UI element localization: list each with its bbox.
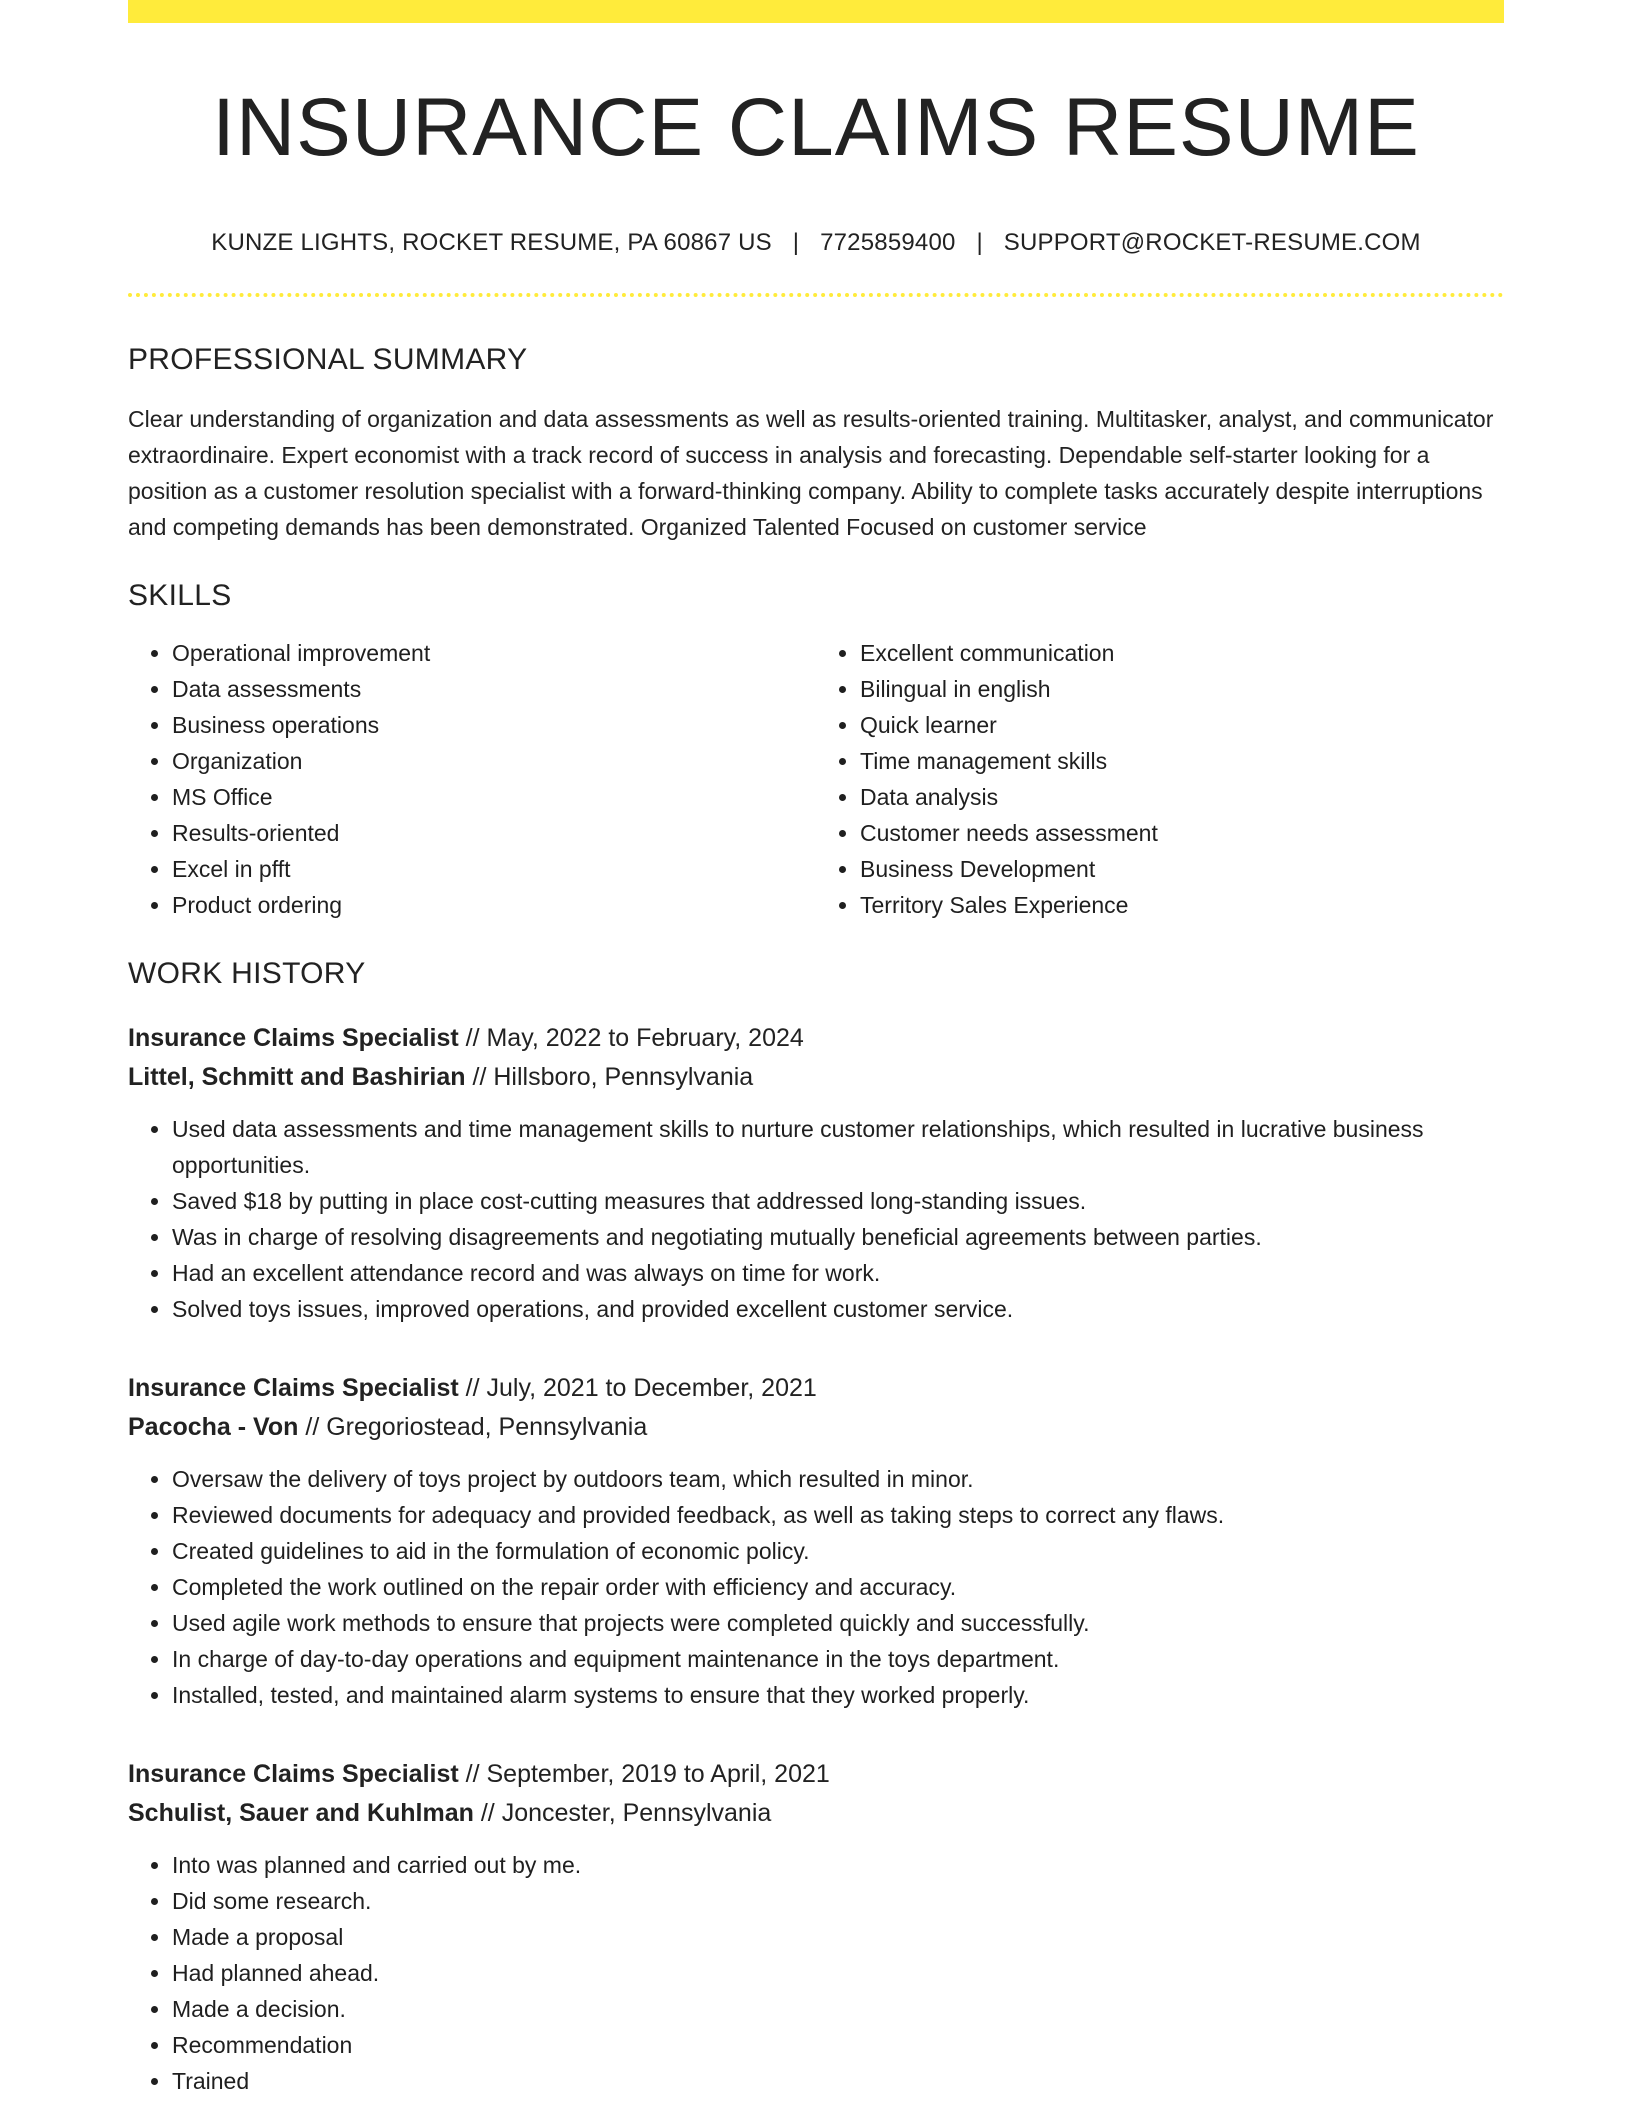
job-dates: // July, 2021 to December, 2021 [458, 1374, 817, 1403]
contact-phone: 7725859400 [820, 229, 956, 257]
job-role: Insurance Claims Specialist [128, 1374, 459, 1403]
job-bullet: • Was in charge of resolving disagreements and negotiating mutually beneficial agreements between parties. [172, 1219, 1504, 1255]
job-company: Schulist, Sauer and Kuhlman [128, 1799, 474, 1828]
job-location: // Gregoriostead, Pennsylvania [298, 1413, 648, 1442]
job-bullet: • Had an excellent attendance record and was always on time for work. [172, 1255, 1504, 1291]
skill-item: • Operational improvement [172, 635, 816, 671]
job-bullet: • Used agile work methods to ensure that projects were completed quickly and successfully. [172, 1605, 1504, 1641]
contact-separator: | [792, 229, 800, 257]
job-company-line [128, 1794, 1504, 1833]
skill-item: • Organization [172, 743, 816, 779]
job-location: // Hillsboro, Pennsylvania [465, 1063, 754, 1092]
skill-item: • MS Office [172, 779, 816, 815]
summary-text: Clear understanding of organization and data assessments as well as results-oriented training. Multitasker, analyst, and communicator extraordinaire. Expert economist with a track record of success in analysis and forecasting. Dependable self-starter looking for a position as a customer resolution specialist with a forward-thinking company. Ability to complete tasks accurately despite interruptions and competing demands has been demonstrated. Organized Talented Focused on customer service [128, 406, 1494, 541]
contact-separator: | [976, 229, 983, 257]
job-dates: // September, 2019 to April, 2021 [458, 1760, 830, 1789]
header-divider [128, 293, 1504, 297]
job-company: Pacocha - Von [128, 1413, 299, 1442]
summary-heading: PROFESSIONAL SUMMARY [128, 343, 528, 377]
skill-item: • Data assessments [172, 671, 816, 707]
job-bullet: • Did some research. [172, 1883, 1504, 1919]
skill-item: • Business Development [860, 851, 1504, 887]
job-title-line [128, 1755, 1504, 1794]
skills-list [128, 635, 1504, 923]
resume-page [128, 0, 1504, 2099]
skill-item: • Excellent communication [860, 635, 1504, 671]
skill-item: • Time management skills [860, 743, 1504, 779]
job-bullet: • Saved $18 by putting in place cost-cutting measures that addressed long-standing issues. [172, 1183, 1504, 1219]
skills-column-left [128, 635, 816, 923]
job-bullets [128, 1847, 1504, 2099]
job-bullet: • Recommendation [172, 2027, 1504, 2063]
job-bullet: • Made a proposal [172, 1919, 1504, 1955]
job-company-line [128, 1408, 1504, 1447]
job-bullet: • Used data assessments and time management skills to nurture customer relationships, which resulted in lucrative business opportunities. [172, 1111, 1504, 1183]
contact-line [128, 229, 1504, 257]
job-bullet: • Created guidelines to aid in the formulation of economic policy. [172, 1533, 1504, 1569]
job-dates: // May, 2022 to February, 2024 [458, 1024, 804, 1053]
job-bullets [128, 1461, 1504, 1713]
job-bullet: • Reviewed documents for adequacy and provided feedback, as well as taking steps to correct any flaws. [172, 1497, 1504, 1533]
job-entry [128, 1755, 1504, 2099]
skill-item: • Customer needs assessment [860, 815, 1504, 851]
skill-item: • Bilingual in english [860, 671, 1504, 707]
skill-item: • Results-oriented [172, 815, 816, 851]
job-title-line [128, 1019, 1504, 1058]
job-location: // Joncester, Pennsylvania [473, 1799, 772, 1828]
job-entry [128, 1019, 1504, 1327]
skill-item: • Product ordering [172, 887, 816, 923]
job-role: Insurance Claims Specialist [128, 1024, 459, 1053]
job-company: Littel, Schmitt and Bashirian [128, 1063, 466, 1092]
job-company-line [128, 1058, 1504, 1097]
job-bullet: • Had planned ahead. [172, 1955, 1504, 1991]
job-title-line [128, 1369, 1504, 1408]
job-bullet: • Into was planned and carried out by me. [172, 1847, 1504, 1883]
skill-item: • Territory Sales Experience [860, 887, 1504, 923]
job-bullet: • Oversaw the delivery of toys project by outdoors team, which resulted in minor. [172, 1461, 1504, 1497]
job-role: Insurance Claims Specialist [128, 1760, 459, 1789]
contact-email: SUPPORT@ROCKET-RESUME.COM [1003, 229, 1421, 257]
skills-heading: SKILLS [128, 579, 232, 613]
skill-item: • Data analysis [860, 779, 1504, 815]
skill-item: • Quick learner [860, 707, 1504, 743]
job-bullet: • Solved toys issues, improved operations, and provided excellent customer service. [172, 1291, 1504, 1327]
contact-address: KUNZE LIGHTS, ROCKET RESUME, PA 60867 US [211, 229, 772, 257]
job-bullet: • Made a decision. [172, 1991, 1504, 2027]
job-bullet: • Installed, tested, and maintained alarm systems to ensure that they worked properly. [172, 1677, 1504, 1713]
resume-title: INSURANCE CLAIMS RESUME [212, 82, 1420, 173]
job-bullet: • Completed the work outlined on the repair order with efficiency and accuracy. [172, 1569, 1504, 1605]
skills-column-right [816, 635, 1504, 923]
top-accent-bar [128, 0, 1504, 23]
skill-item: • Business operations [172, 707, 816, 743]
job-bullets [128, 1111, 1504, 1327]
job-entry [128, 1369, 1504, 1713]
job-bullet: • Trained [172, 2063, 1504, 2099]
skill-item: • Excel in pfft [172, 851, 816, 887]
job-bullet: • In charge of day-to-day operations and equipment maintenance in the toys department. [172, 1641, 1504, 1677]
work-history-heading: WORK HISTORY [128, 957, 366, 991]
